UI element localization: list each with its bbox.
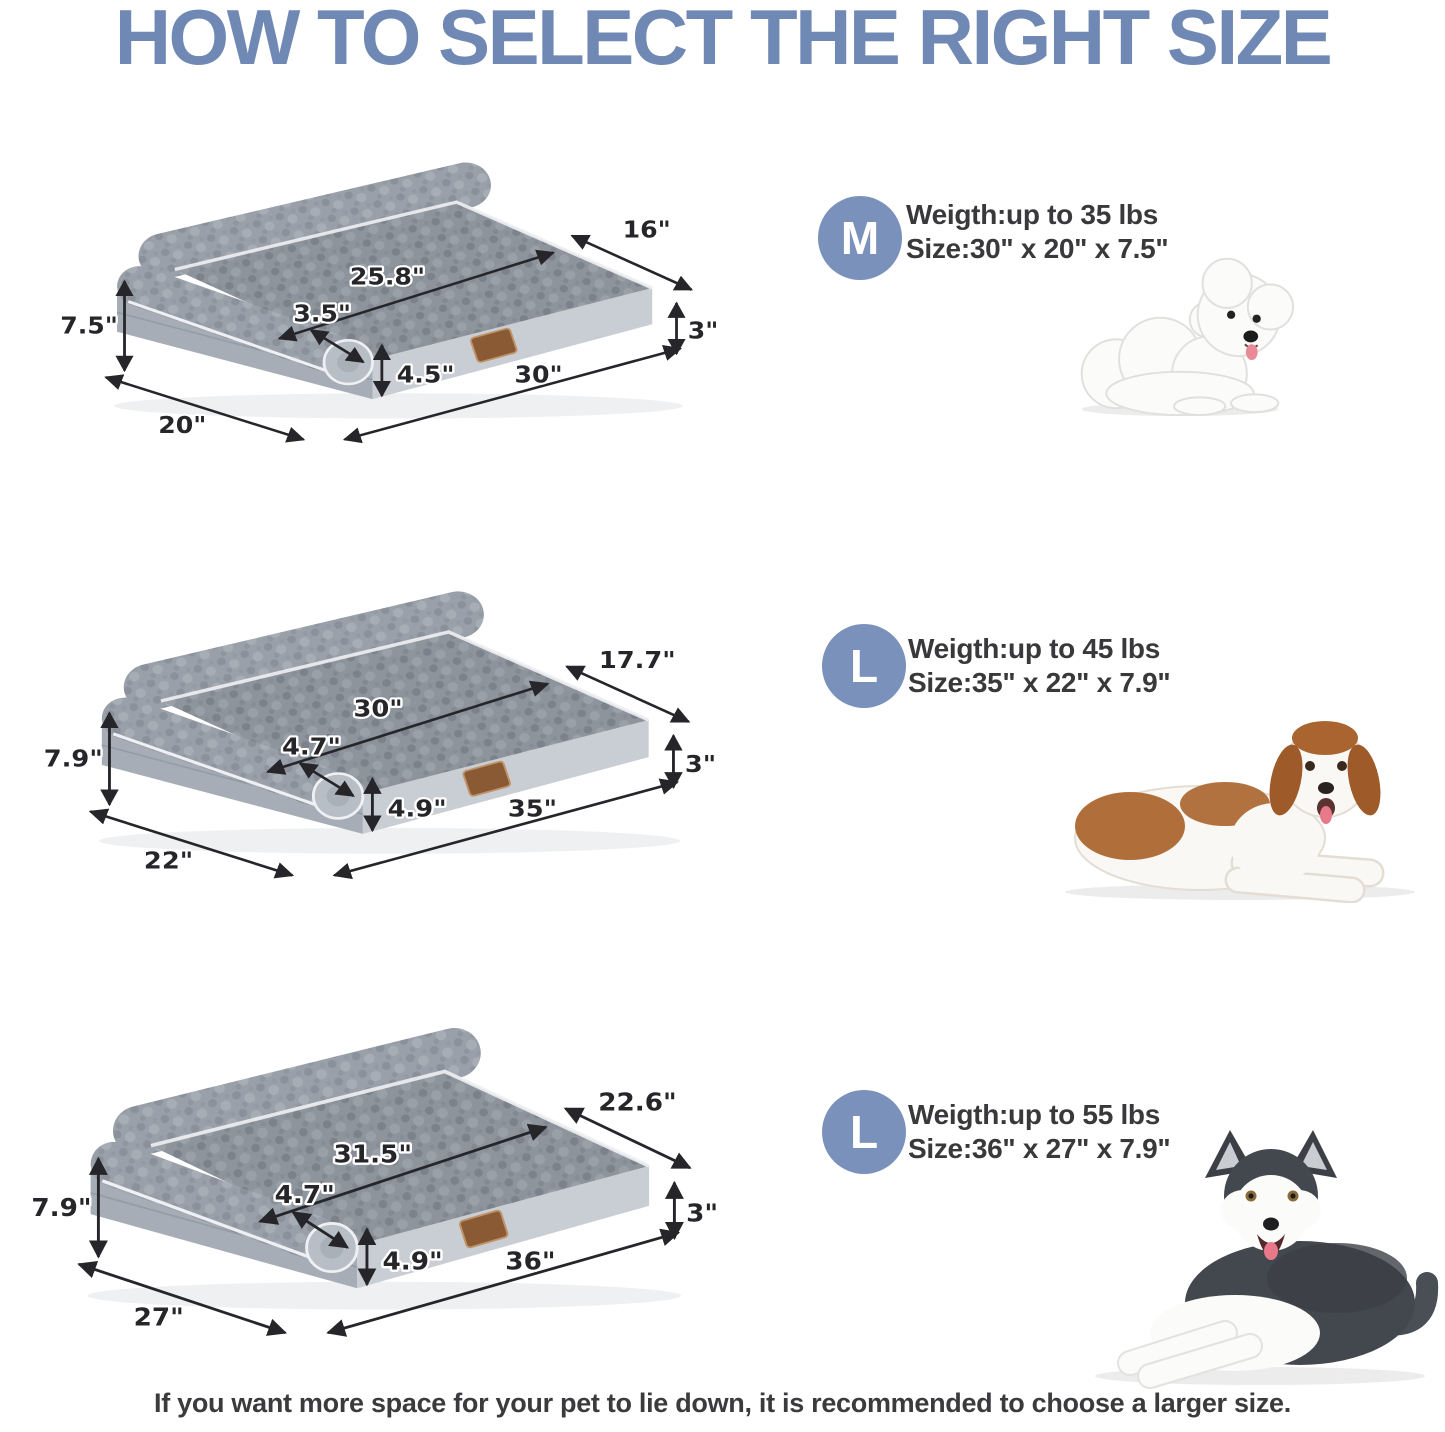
dim-label-side-width: 22.6": [598, 1087, 677, 1118]
dim-label-back-width: 31.5": [333, 1139, 413, 1170]
bed-diagram-xlarge: [5, 990, 725, 1342]
dim-label-bolster-width: 3.5": [293, 300, 352, 328]
dim-label-bolster-width: 4.7": [281, 732, 341, 761]
dog-photo-husky: [1075, 1118, 1445, 1390]
dim-label-mattress-height: 3": [684, 749, 717, 778]
dog-photo-bichon-frise: [1062, 246, 1298, 418]
dim-label-bed-length: 30": [514, 361, 563, 389]
dim-label-bed-length: 35": [507, 794, 558, 823]
size-text: Size:30" x 20" x 7.5": [906, 233, 1169, 264]
dim-label-side-width: 16": [622, 216, 671, 244]
dog-photo-spaniel: [1040, 688, 1440, 903]
dog-head: [1264, 721, 1386, 824]
bed-bolster-end-swirl: [320, 1236, 343, 1258]
size-badge-l-1: L: [822, 624, 906, 708]
size-badge-l-2: L: [822, 1090, 906, 1174]
dog-head: [1205, 1130, 1337, 1260]
dim-label-mattress-height: 3": [686, 1199, 719, 1229]
dog-body: [1082, 259, 1293, 415]
dim-label-bed-width: 20": [158, 411, 207, 439]
weight-text: Weigth:up to 45 lbs: [908, 633, 1161, 664]
dim-label-back-width: 30": [353, 694, 403, 723]
dim-label-back-width: 25.8": [349, 263, 426, 291]
dim-label-bolster-width: 4.7": [274, 1180, 335, 1210]
dim-label-mattress-height: 3": [687, 317, 719, 345]
page-title: HOW TO SELECT THE RIGHT SIZE: [114, 0, 1331, 81]
dim-label-bed-length: 36": [505, 1247, 556, 1277]
dim-label-bed-width: 27": [133, 1302, 184, 1333]
dim-label-bolster-height: 4.9": [387, 794, 447, 823]
size-text: Size:35" x 22" x 7.9": [908, 667, 1171, 698]
dim-label-bolster-height: 4.9": [382, 1247, 443, 1277]
weight-text: Weigth:up to 35 lbs: [906, 199, 1159, 230]
dim-label-bolster-height: 4.5": [396, 361, 455, 389]
dim-label-side-width: 17.7": [598, 646, 676, 674]
bed-bolster-end-swirl: [327, 786, 350, 807]
bed-diagram-large: [18, 556, 723, 884]
dog-body: [1130, 1241, 1415, 1376]
size-badge-m: M: [818, 196, 902, 280]
weight-text: Weigth:up to 55 lbs: [908, 1099, 1161, 1130]
bed-diagram-medium: [35, 128, 725, 448]
bed-bolster-end-swirl: [337, 352, 359, 372]
dim-label-bed-width: 22": [143, 846, 194, 875]
size-text: Size:36" x 27" x 7.9": [908, 1133, 1171, 1164]
footnote-text: If you want more space for your pet to lie down, it is recommended to choose a larger size.: [154, 1388, 1291, 1418]
dim-label-bed-height: 7.9": [43, 744, 103, 773]
dim-label-bed-height: 7.9": [31, 1193, 92, 1223]
dim-label-bed-height: 7.5": [60, 312, 118, 340]
